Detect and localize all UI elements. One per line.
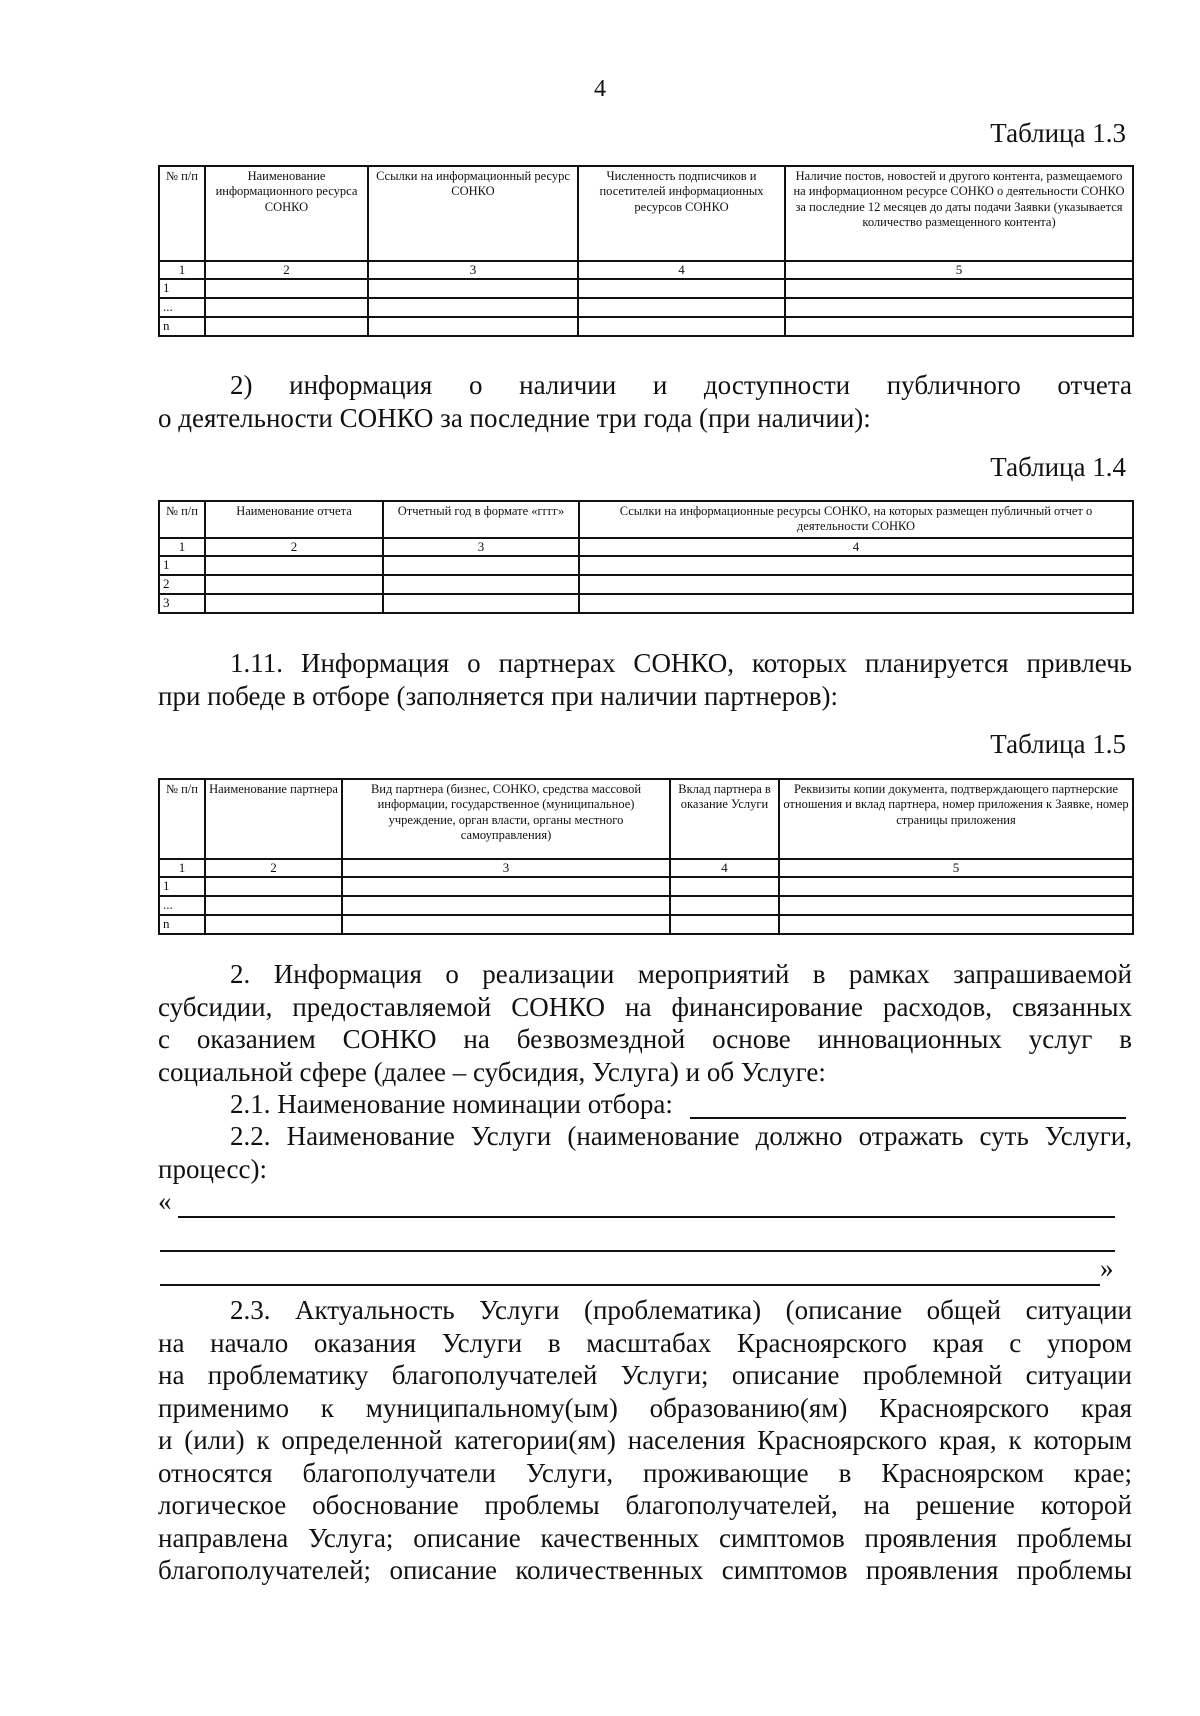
table-cell xyxy=(205,575,383,594)
paragraph-section-2 xyxy=(158,958,1132,1088)
table-cell: 3 xyxy=(342,859,670,877)
paragraph-line: о деятельности СОНКО за последние три года (при наличии): xyxy=(158,402,871,433)
table-cell xyxy=(785,279,1133,298)
table-cell xyxy=(670,915,779,934)
table-cell xyxy=(205,298,368,317)
table-cell xyxy=(579,594,1133,613)
paragraph-line: благополучателей; описание количественных симптомов проявления проблемы xyxy=(158,1555,1132,1585)
paragraph-line: 1.11. Информация о партнерах СОНКО, которых планируется привлечь xyxy=(230,648,1132,678)
table-cell xyxy=(368,279,578,298)
paragraph-line: относятся благополучатели Услуги, проживающие в Красноярском крае; xyxy=(158,1457,1132,1488)
table-cell xyxy=(383,594,579,613)
table-cell: 2 xyxy=(205,859,342,877)
table-cell xyxy=(383,575,579,594)
table-cell xyxy=(205,317,368,336)
table-cell: 5 xyxy=(785,261,1133,279)
paragraph-line: 2.3. Актуальность Услуги (проблематика) (описание общей ситуации xyxy=(230,1295,1132,1325)
service-name-blank-line xyxy=(160,1284,1100,1286)
table-cell xyxy=(205,556,383,575)
paragraph-public-report xyxy=(158,369,1132,434)
table-row xyxy=(159,298,1133,317)
table-header-cell: № п/п xyxy=(159,501,205,538)
paragraph-nomination xyxy=(158,1088,1132,1121)
table-cell: 4 xyxy=(670,859,779,877)
table-cell: n xyxy=(159,317,205,336)
table-cell xyxy=(785,298,1133,317)
table-cell xyxy=(205,594,383,613)
paragraph-line: социальной сфере (далее – субсидия, Услуга) и об Услуге: xyxy=(158,1056,826,1087)
table-row xyxy=(159,556,1133,575)
table-cell xyxy=(342,896,670,915)
table-header-cell: Ссылки на информационные ресурсы СОНКО, на которых размещен публичный отчет о деятельности СОНКО xyxy=(579,501,1133,538)
table-cell: 2 xyxy=(205,261,368,279)
table-cell: 2 xyxy=(159,575,205,594)
paragraph-service-name xyxy=(158,1120,1132,1185)
table-header-cell: Наличие постов, новостей и другого контента, размещаемого на информационном ресурсе СОНКО о деятельности СОНКО за последние 12 месяцев до даты подачи Заявки (указывается количество размещенного контента) xyxy=(785,166,1133,261)
table-cell: 1 xyxy=(159,538,205,556)
paragraph-line: при победе в отборе (заполняется при наличии партнеров): xyxy=(158,680,838,711)
table-1-4 xyxy=(158,500,1134,614)
table-cell xyxy=(579,556,1133,575)
page-number: 4 xyxy=(594,76,606,102)
table-cell xyxy=(205,279,368,298)
table-header-cell: Ссылки на информационный ресурс СОНКО xyxy=(368,166,578,261)
table-cell: ... xyxy=(159,896,205,915)
paragraph-line: направлена Услуга; описание качественных симптомов проявления проблемы xyxy=(158,1522,1132,1553)
paragraph-line: и (или) к определенной категории(ям) населения Красноярского края, к которым xyxy=(158,1425,1132,1455)
paragraph-line: применимо к муниципальному(ым) образованию(ям) Красноярского края xyxy=(158,1392,1132,1423)
table-cell: 1 xyxy=(159,279,205,298)
table-header-row xyxy=(159,166,1133,261)
table-cell xyxy=(579,575,1133,594)
table-row xyxy=(159,896,1133,915)
table-cell xyxy=(578,279,785,298)
table-header-cell: № п/п xyxy=(159,779,205,859)
table-header-cell: № п/п xyxy=(159,166,205,261)
table-header-cell: Наименование партнера xyxy=(205,779,342,859)
table-header-cell: Отчетный год в формате «гггг» xyxy=(383,501,579,538)
table-cell xyxy=(205,877,342,896)
paragraph-relevance xyxy=(158,1294,1132,1587)
table-cell xyxy=(368,298,578,317)
table-number-row xyxy=(159,261,1133,279)
table-header-cell: Наименование отчета xyxy=(205,501,383,538)
table-row xyxy=(159,594,1133,613)
table-cell: 1 xyxy=(159,261,205,279)
table-cell xyxy=(578,298,785,317)
paragraph-line: 2.1. Наименование номинации отбора: xyxy=(230,1089,673,1119)
open-quote: « xyxy=(158,1186,172,1216)
table-cell: 3 xyxy=(368,261,578,279)
table-cell: 4 xyxy=(579,538,1133,556)
paragraph-line: на проблематику благополучателей Услуги; описание проблемной ситуации xyxy=(158,1360,1132,1390)
table-1-4-caption: Таблица 1.4 xyxy=(990,452,1126,482)
table-header-cell: Вид партнера (бизнес, СОНКО, средства массовой информации, государственное (муниципальное) учреждение, орган власти, органы местного самоуправления) xyxy=(342,779,670,859)
table-1-3-caption: Таблица 1.3 xyxy=(990,118,1126,148)
table-cell xyxy=(785,317,1133,336)
close-quote: » xyxy=(1100,1253,1114,1283)
service-name-blank-line xyxy=(160,1250,1115,1252)
paragraph-partners xyxy=(158,647,1132,712)
table-header-cell: Численность подписчиков и посетителей информационных ресурсов СОНКО xyxy=(578,166,785,261)
table-row xyxy=(159,279,1133,298)
table-cell: 2 xyxy=(205,538,383,556)
table-row xyxy=(159,877,1133,896)
table-cell: 1 xyxy=(159,556,205,575)
paragraph-line: 2.2. Наименование Услуги (наименование должно отражать суть Услуги, xyxy=(230,1121,1132,1151)
paragraph-line: 2. Информация о реализации мероприятий в рамках запрашиваемой xyxy=(230,959,1132,989)
table-cell: 1 xyxy=(159,859,205,877)
table-1-5-caption: Таблица 1.5 xyxy=(990,729,1126,759)
table-number-row xyxy=(159,859,1133,877)
paragraph-line: 2) информация о наличии и доступности публичного отчета xyxy=(230,370,1132,400)
table-1-3 xyxy=(158,165,1134,337)
table-1-5 xyxy=(158,778,1134,935)
table-cell: 1 xyxy=(159,877,205,896)
paragraph-line: на начало оказания Услуги в масштабах Красноярского края с упором xyxy=(158,1327,1132,1358)
table-row xyxy=(159,915,1133,934)
table-cell xyxy=(342,915,670,934)
table-cell xyxy=(578,317,785,336)
table-number-row xyxy=(159,538,1133,556)
table-cell xyxy=(342,877,670,896)
table-cell: 3 xyxy=(159,594,205,613)
table-cell: 4 xyxy=(578,261,785,279)
service-name-blank-line xyxy=(178,1216,1115,1218)
paragraph-line: процесс): xyxy=(158,1153,268,1184)
table-cell xyxy=(779,896,1133,915)
table-cell xyxy=(383,556,579,575)
table-cell xyxy=(779,915,1133,934)
table-row xyxy=(159,575,1133,594)
table-header-row xyxy=(159,501,1133,538)
table-cell xyxy=(368,317,578,336)
paragraph-line: логическое обоснование проблемы благополучателей, на решение которой xyxy=(158,1490,1132,1520)
paragraph-line: с оказанием СОНКО на безвозмездной основе инновационных услуг в xyxy=(158,1024,1132,1054)
table-cell xyxy=(670,877,779,896)
table-cell xyxy=(670,896,779,915)
table-cell: 3 xyxy=(383,538,579,556)
table-row xyxy=(159,317,1133,336)
table-cell: n xyxy=(159,915,205,934)
table-cell xyxy=(779,877,1133,896)
table-header-row xyxy=(159,779,1133,859)
table-cell xyxy=(205,915,342,934)
table-header-cell: Наименование информационного ресурса СОНКО xyxy=(205,166,368,261)
nomination-blank-line xyxy=(690,1117,1126,1119)
paragraph-line: субсидии, предоставляемой СОНКО на финансирование расходов, связанных xyxy=(158,991,1132,1022)
table-cell: ... xyxy=(159,298,205,317)
table-cell: 5 xyxy=(779,859,1133,877)
table-header-cell: Реквизиты копии документа, подтверждающего партнерские отношения и вклад партнера, номер приложения к Заявке, номер страницы приложения xyxy=(779,779,1133,859)
table-cell xyxy=(205,896,342,915)
table-header-cell: Вклад партнера в оказание Услуги xyxy=(670,779,779,859)
